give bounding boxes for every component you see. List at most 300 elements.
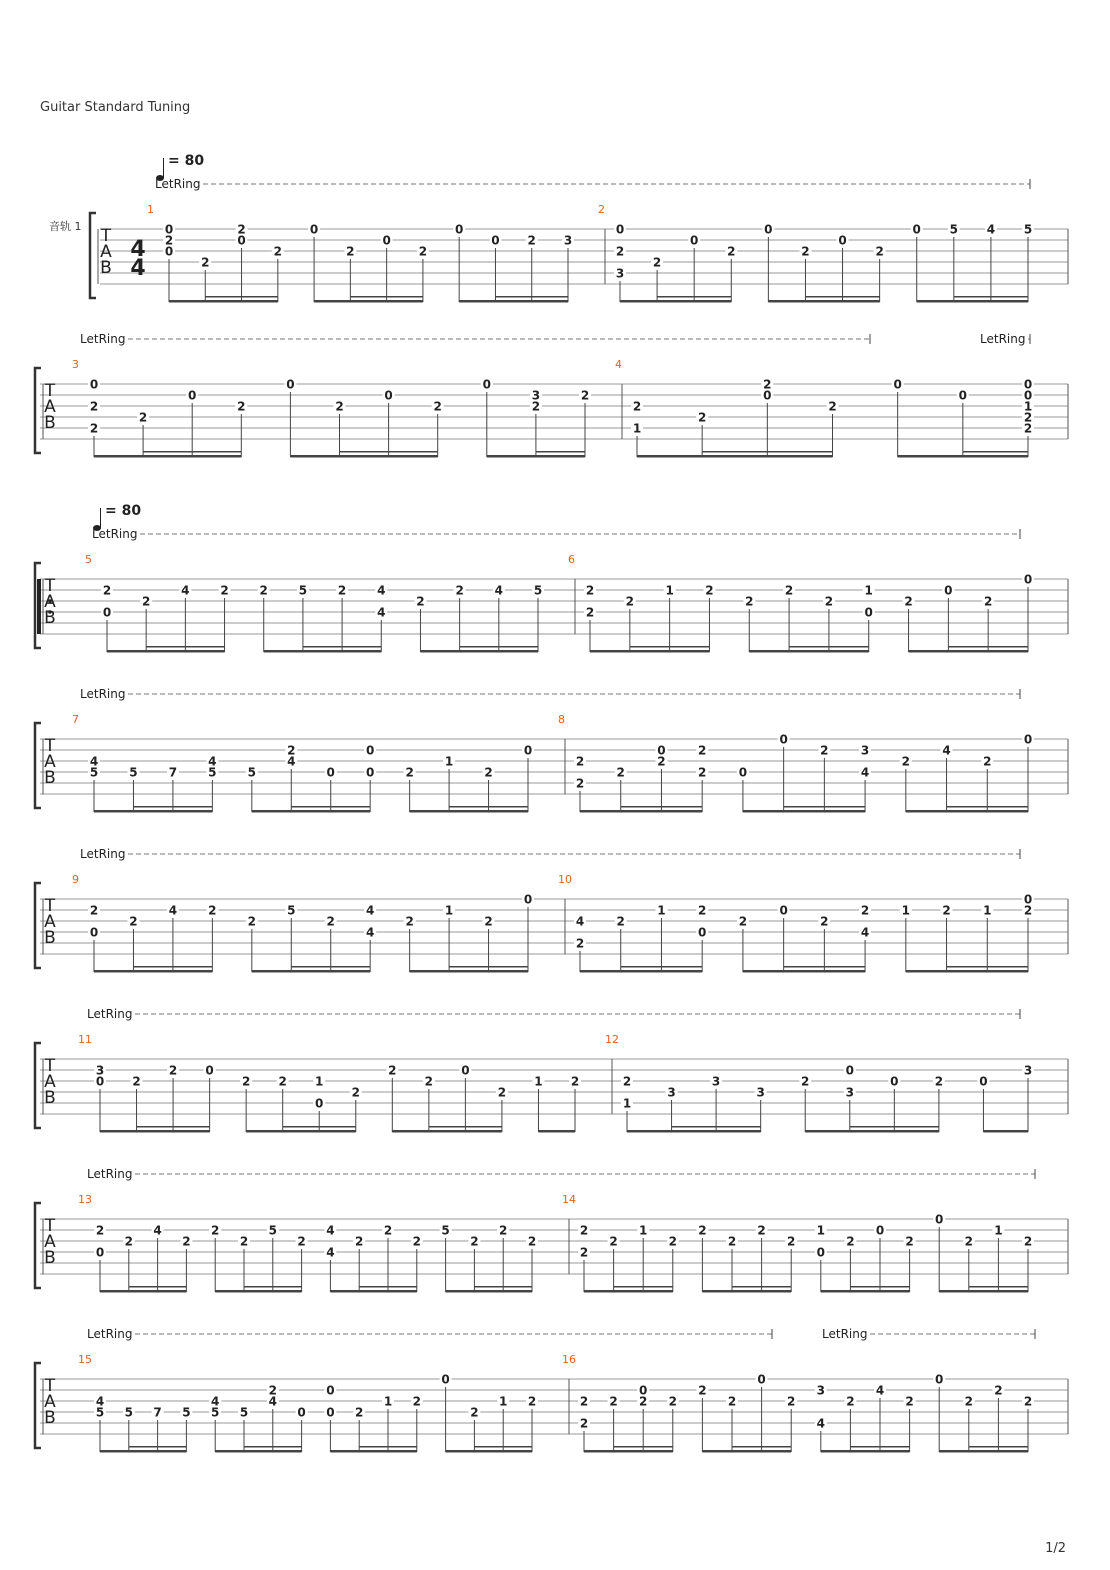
fret-number: 2 (828, 399, 837, 414)
fret-number: 2 (484, 765, 493, 780)
measure-number: 8 (558, 713, 565, 726)
fret-number: 3 (756, 1085, 765, 1100)
fret-number: 2 (575, 776, 585, 791)
fret-number: 2 (89, 421, 99, 436)
fret-number: 2 (639, 1394, 648, 1409)
measure-number: 12 (605, 1033, 619, 1046)
fret-number: 0 (1023, 377, 1033, 392)
fret-number: 1 (901, 903, 910, 918)
fret-number: 2 (297, 1234, 306, 1249)
fret-number: 2 (801, 244, 810, 259)
let-ring-label: LetRing (80, 332, 126, 346)
fret-number: 0 (326, 1405, 335, 1420)
fret-number: 4 (366, 903, 375, 918)
fret-number: 5 (129, 765, 138, 780)
tab-clef-letter: B (44, 1408, 56, 1428)
note-beam-secondary (133, 806, 212, 808)
note-beam-secondary (732, 1446, 791, 1448)
system-bracket (35, 368, 41, 453)
fret-number: 2 (763, 377, 772, 392)
fret-number: 2 (738, 914, 748, 929)
fret-number: 0 (893, 377, 902, 392)
fret-number: 5 (533, 583, 543, 598)
note-beam (215, 1450, 301, 1453)
fret-number: 2 (142, 594, 151, 609)
measure-number: 5 (85, 553, 92, 566)
fret-number: 0 (164, 222, 174, 237)
note-beam (330, 1450, 416, 1453)
note-beam (538, 1130, 575, 1133)
fret-number: 2 (875, 244, 884, 259)
fret-number: 2 (1023, 421, 1033, 436)
note-beam (487, 455, 585, 458)
fret-number: 1 (816, 1223, 825, 1238)
fret-number: 2 (905, 1234, 914, 1249)
fret-number: 3 (615, 266, 625, 281)
fret-number: 1 (665, 583, 674, 598)
fret-number: 0 (845, 1063, 854, 1078)
note-beam-secondary (359, 1286, 417, 1288)
fret-number: 2 (632, 399, 642, 414)
fret-number: 0 (491, 233, 500, 248)
fret-number: 2 (579, 1416, 589, 1431)
fret-number: 2 (609, 1394, 618, 1409)
note-beam-secondary (474, 1446, 532, 1448)
fret-number: 5 (124, 1405, 133, 1420)
fret-number: 4 (326, 1223, 335, 1238)
fret-number: 2 (124, 1234, 133, 1249)
note-beam (821, 1290, 910, 1293)
tab-clef-letter: T (44, 896, 56, 916)
tab-clef-letter: A (44, 1072, 56, 1092)
note-beam (410, 970, 528, 973)
fret-number: 4 (95, 1394, 105, 1409)
fret-number: 4 (860, 765, 870, 780)
let-ring-label: LetRing (87, 1007, 133, 1021)
fret-number: 0 (95, 1074, 105, 1089)
fret-number: 0 (523, 892, 533, 907)
note-beam (590, 650, 709, 653)
system-bracket (35, 1363, 41, 1448)
fret-number: 0 (764, 222, 773, 237)
fret-number: 1 (534, 1074, 543, 1089)
note-beam (983, 1130, 1028, 1133)
fret-number: 2 (273, 244, 282, 259)
tab-clef-letter: T (100, 226, 112, 246)
fret-number: 2 (801, 1074, 810, 1089)
fret-number: 2 (697, 410, 707, 425)
fret-number: 0 (698, 925, 707, 940)
measure-number: 1 (147, 203, 154, 216)
fret-number: 1 (1023, 399, 1033, 414)
fret-number: 2 (208, 903, 217, 918)
fret-number: 0 (757, 1372, 766, 1387)
tab-clef-letter: A (44, 1392, 56, 1412)
note-beam (410, 810, 528, 813)
fret-number: 0 (1023, 892, 1033, 907)
system-bracket (90, 213, 96, 298)
tab-clef-letter: T (44, 1376, 56, 1396)
note-beam-secondary (536, 451, 585, 453)
fret-number: 0 (326, 765, 335, 780)
note-beam-secondary (732, 1286, 791, 1288)
fret-number: 4 (575, 914, 585, 929)
note-beam (906, 810, 1028, 813)
fret-number: 0 (779, 903, 788, 918)
note-beam-secondary (460, 646, 538, 648)
fret-number: 2 (625, 594, 634, 609)
note-beam (909, 650, 1028, 653)
repeat-thick-bar (37, 579, 41, 634)
tab-clef-letter: T (44, 381, 56, 401)
system-bracket (35, 1043, 41, 1128)
fret-number: 2 (585, 605, 595, 620)
fret-number: 2 (579, 1245, 589, 1260)
note-beam (749, 650, 868, 653)
tab-system (35, 508, 1068, 653)
fret-number: 2 (388, 1063, 397, 1078)
system-bracket (35, 883, 41, 968)
fret-number: 2 (132, 1074, 141, 1089)
fret-number: 0 (102, 605, 112, 620)
fret-number: 5 (95, 1405, 105, 1420)
fret-number: 0 (1023, 388, 1033, 403)
note-beam-secondary (283, 1126, 356, 1128)
fret-number: 2 (182, 1234, 191, 1249)
note-beam-secondary (449, 806, 528, 808)
note-beam-secondary (850, 1126, 939, 1128)
note-beam-secondary (350, 296, 423, 298)
fret-number: 2 (615, 244, 625, 259)
fret-number: 2 (424, 1074, 434, 1089)
note-beam-secondary (630, 646, 710, 648)
fret-number: 2 (527, 1234, 537, 1249)
fret-number: 2 (531, 399, 541, 414)
fret-number: 1 (383, 1394, 393, 1409)
fret-number: 0 (657, 743, 666, 758)
note-beam-secondary (784, 806, 865, 808)
fret-number: 1 (499, 1394, 508, 1409)
measure-number: 3 (72, 358, 79, 371)
fret-number: 2 (268, 1383, 277, 1398)
fret-number: 3 (95, 1063, 105, 1078)
fret-number: 2 (787, 1394, 796, 1409)
tab-clef-letter: B (44, 768, 56, 788)
fret-number: 2 (527, 1394, 537, 1409)
note-beam-secondary (948, 646, 1028, 648)
fret-number: 2 (497, 1085, 507, 1100)
note-beam-secondary (429, 1126, 502, 1128)
tab-system (35, 1169, 1068, 1293)
note-beam-secondary (850, 1286, 909, 1288)
fret-number: 2 (705, 583, 714, 598)
fret-number: 2 (337, 583, 347, 598)
fret-number: 2 (698, 1383, 707, 1398)
fret-number: 4 (168, 903, 178, 918)
fret-number: 2 (412, 1394, 421, 1409)
fret-number: 7 (153, 1405, 162, 1420)
tuning-label: Guitar Standard Tuning (40, 100, 191, 115)
measure-number: 11 (78, 1033, 92, 1046)
fret-number: 2 (846, 1394, 855, 1409)
fret-number: 2 (575, 936, 585, 951)
fret-number: 0 (1023, 732, 1033, 747)
tab-clef-letter: T (44, 1216, 56, 1236)
let-ring-label: LetRing (822, 1327, 868, 1341)
fret-number: 2 (168, 1063, 178, 1078)
time-signature-numerator: 4 (130, 237, 146, 262)
tab-clef-letter: A (44, 397, 56, 417)
fret-number: 2 (470, 1405, 479, 1420)
fret-number: 2 (220, 583, 229, 598)
note-beam (768, 300, 879, 303)
fret-number: 4 (268, 1394, 277, 1409)
fret-number: 2 (237, 222, 246, 237)
fret-number: 0 (366, 765, 375, 780)
tab-clef-letter: T (44, 1056, 56, 1076)
system-bracket (35, 723, 41, 808)
fret-number: 2 (622, 1074, 632, 1089)
note-beam (94, 455, 241, 458)
note-beam (580, 810, 702, 813)
tab-clef-letter: T (44, 736, 56, 756)
fret-number: 2 (994, 1383, 1003, 1398)
fret-number: 2 (657, 754, 666, 769)
fret-number: 0 (164, 244, 174, 259)
fret-number: 0 (944, 583, 953, 598)
fret-number: 2 (326, 914, 335, 929)
fret-number: 0 (441, 1372, 450, 1387)
fret-number: 2 (247, 914, 256, 929)
tab-clef-letter: T (44, 576, 56, 596)
fret-number: 4 (875, 1383, 885, 1398)
fret-number: 2 (727, 244, 736, 259)
fret-number: 4 (942, 743, 951, 758)
note-beam (743, 970, 865, 973)
fret-number: 2 (757, 1223, 766, 1238)
fret-number: 2 (412, 1234, 421, 1249)
fret-number: 2 (698, 1223, 707, 1238)
fret-number: 0 (1023, 572, 1033, 587)
page-number: 1/2 (1045, 1541, 1066, 1556)
note-beam-secondary (143, 451, 241, 453)
note-beam-secondary (291, 806, 370, 808)
fret-number: 1 (622, 1096, 632, 1111)
fret-number: 3 (845, 1085, 854, 1100)
fret-number: 5 (1023, 222, 1033, 237)
note-beam-secondary (947, 966, 1028, 968)
note-beam (246, 1130, 356, 1133)
tab-clef-letter: B (44, 608, 56, 628)
note-beam-secondary (621, 966, 702, 968)
fret-number: 2 (102, 583, 112, 598)
note-beam (252, 810, 370, 813)
fret-number: 5 (89, 765, 99, 780)
let-ring-label: LetRing (92, 527, 138, 541)
fret-number: 1 (657, 903, 666, 918)
fret-number: 1 (632, 421, 642, 436)
note-beam (446, 1290, 532, 1293)
note-beam (743, 810, 865, 813)
fret-number: 5 (441, 1223, 450, 1238)
fret-number: 4 (89, 754, 99, 769)
fret-number: 4 (377, 583, 386, 598)
note-beam (459, 300, 568, 303)
note-beam (702, 1290, 791, 1293)
fret-number: 0 (875, 1223, 885, 1238)
note-beam (637, 455, 833, 458)
fret-number: 5 (182, 1405, 191, 1420)
fret-number: 1 (994, 1223, 1003, 1238)
note-beam-secondary (954, 296, 1028, 298)
measure-number: 15 (78, 1353, 92, 1366)
note-beam-secondary (614, 1286, 673, 1288)
fret-number: 2 (609, 1234, 618, 1249)
fret-number: 2 (616, 914, 625, 929)
let-ring-label: LetRing (80, 687, 126, 701)
fret-number: 2 (575, 754, 585, 769)
fret-number: 0 (838, 233, 847, 248)
fret-number: 3 (531, 388, 541, 403)
note-beam (917, 300, 1028, 303)
fret-number: 0 (455, 222, 464, 237)
fret-number: 2 (89, 903, 99, 918)
note-beam (584, 1450, 673, 1453)
fret-number: 2 (201, 255, 210, 270)
fret-number: 0 (461, 1063, 470, 1078)
fret-number: 2 (405, 765, 414, 780)
note-beam (821, 1450, 910, 1453)
fret-number: 2 (984, 594, 993, 609)
let-ring-label: LetRing (87, 1327, 133, 1341)
measure-number: 4 (615, 358, 622, 371)
measure-number: 16 (562, 1353, 576, 1366)
measure-number: 13 (78, 1193, 92, 1206)
fret-number: 4 (153, 1223, 162, 1238)
note-beam (100, 1450, 186, 1453)
fret-number: 3 (816, 1383, 825, 1398)
fret-number: 0 (523, 743, 533, 758)
note-beam-secondary (672, 1126, 761, 1128)
fret-number: 2 (383, 1223, 393, 1238)
note-beam (906, 970, 1028, 973)
fret-number: 2 (964, 1394, 973, 1409)
fret-number: 2 (355, 1234, 364, 1249)
note-beam-secondary (969, 1286, 1028, 1288)
fret-number: 2 (824, 594, 834, 609)
note-beam (580, 970, 702, 973)
measure-number: 9 (72, 873, 79, 886)
fret-number: 4 (211, 1394, 220, 1409)
fret-number: 2 (351, 1085, 360, 1100)
fret-number: 2 (570, 1074, 580, 1089)
fret-number: 2 (698, 765, 707, 780)
fret-number: 4 (986, 222, 996, 237)
tempo-marking: = 80 (168, 153, 205, 169)
note-beam (446, 1450, 532, 1453)
fret-number: 1 (983, 903, 992, 918)
fret-number: 2 (860, 903, 870, 918)
fret-number: 4 (287, 754, 296, 769)
note-beam-secondary (702, 451, 832, 453)
fret-number: 0 (958, 388, 968, 403)
fret-number: 7 (168, 765, 178, 780)
fret-number: 0 (326, 1383, 335, 1398)
note-beam-secondary (133, 966, 212, 968)
fret-number: 0 (482, 377, 491, 392)
tab-system (35, 849, 1068, 973)
fret-number: 2 (846, 1234, 855, 1249)
fret-number: 2 (211, 1223, 220, 1238)
fret-number: 2 (934, 1074, 944, 1089)
tab-clef-letter: B (44, 413, 56, 433)
note-beam (100, 1290, 186, 1293)
tab-system (35, 1009, 1068, 1133)
system-bracket (35, 1203, 41, 1288)
fret-number: 1 (864, 583, 873, 598)
fret-number: 2 (470, 1234, 479, 1249)
fret-number: 4 (326, 1245, 335, 1260)
fret-number: 4 (860, 925, 870, 940)
fret-number: 1 (444, 754, 454, 769)
fret-number: 2 (905, 1394, 914, 1409)
fret-number: 0 (935, 1372, 944, 1387)
note-beam-secondary (805, 296, 879, 298)
note-beam (702, 1450, 791, 1453)
note-beam-secondary (291, 966, 370, 968)
fret-number: 5 (949, 222, 958, 237)
tab-system (35, 689, 1068, 813)
fret-number: 2 (346, 244, 355, 259)
note-beam (94, 810, 212, 813)
track-name-label: 音轨 1 (49, 220, 82, 233)
fret-number: 5 (208, 765, 217, 780)
fret-number: 0 (286, 377, 295, 392)
fret-number: 2 (745, 594, 754, 609)
fret-number: 0 (188, 388, 197, 403)
fret-number: 2 (983, 754, 992, 769)
fret-number: 3 (1023, 1063, 1033, 1078)
tab-clef-letter: A (44, 752, 56, 772)
tab-clef-letter: B (100, 258, 112, 278)
fret-number: 0 (779, 732, 788, 747)
fret-number: 0 (95, 1245, 105, 1260)
let-ring-label: LetRing (80, 847, 126, 861)
note-beam-secondary (129, 1286, 187, 1288)
fret-number: 3 (711, 1074, 721, 1089)
fret-number: 2 (335, 399, 344, 414)
fret-number: 0 (816, 1245, 825, 1260)
fret-number: 2 (579, 1223, 589, 1238)
fret-number: 2 (698, 903, 707, 918)
fret-number: 1 (639, 1223, 648, 1238)
fret-number: 2 (89, 399, 99, 414)
note-beam-secondary (205, 296, 278, 298)
note-beam-secondary (789, 646, 869, 648)
fret-number: 2 (585, 583, 595, 598)
fret-number: 0 (864, 605, 873, 620)
note-beam-secondary (340, 451, 438, 453)
fret-number: 2 (652, 255, 662, 270)
fret-number: 2 (455, 583, 464, 598)
fret-number: 0 (205, 1063, 214, 1078)
fret-number: 0 (763, 388, 772, 403)
fret-number: 2 (787, 1234, 796, 1249)
note-beam-secondary (969, 1446, 1028, 1448)
fret-number: 2 (616, 765, 625, 780)
fret-number: 5 (211, 1405, 220, 1420)
fret-number: 4 (366, 925, 375, 940)
